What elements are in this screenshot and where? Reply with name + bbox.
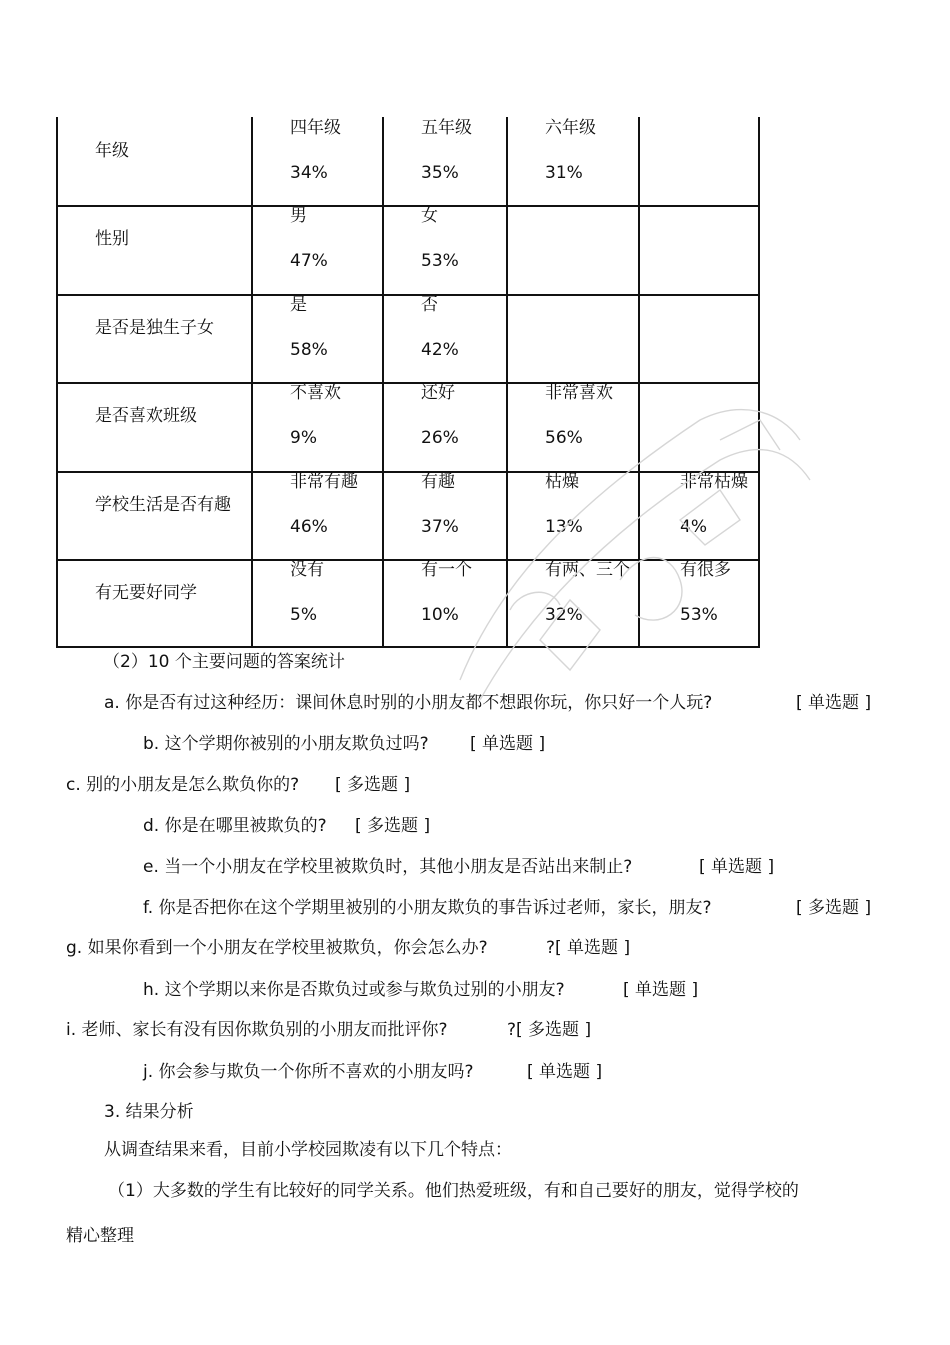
table-cell-option: 非常枯燥	[680, 472, 748, 492]
survey-results-table	[56, 117, 760, 648]
table-row-border	[56, 471, 760, 473]
section-2-title: （2）10 个主要问题的答案统计	[103, 652, 345, 672]
table-cell-percent: 53%	[680, 605, 718, 625]
question-e-type: [ 单选题 ]	[699, 857, 775, 877]
table-cell-percent: 47%	[290, 251, 328, 271]
question-b-type: [ 单选题 ]	[470, 734, 546, 754]
table-row-border	[56, 382, 760, 384]
table-cell-percent: 46%	[290, 517, 328, 537]
analysis-intro: 从调查结果来看，目前小学校园欺凌有以下几个特点：	[104, 1140, 512, 1160]
table-cell-percent: 5%	[290, 605, 317, 625]
question-j-type: [ 单选题 ]	[527, 1062, 603, 1082]
table-cell-option: 没有	[290, 560, 324, 580]
table-cell-option: 枯燥	[545, 472, 579, 492]
table-row-label: 是否喜欢班级	[95, 406, 197, 426]
table-cell-option: 非常有趣	[290, 472, 358, 492]
table-cell-percent: 4%	[680, 517, 707, 537]
section-3-title: 3. 结果分析	[104, 1102, 194, 1122]
question-g: g. 如果你看到一个小朋友在学校里被欺负，你会怎么办?	[66, 938, 488, 958]
table-cell-option: 有趣	[421, 472, 455, 492]
table-row-border	[56, 294, 760, 296]
table-cell-percent: 37%	[421, 517, 459, 537]
question-h: h. 这个学期以来你是否欺负过或参与欺负过别的小朋友?	[143, 980, 565, 1000]
table-cell-percent: 56%	[545, 428, 583, 448]
footer-text: 精心整理	[66, 1226, 134, 1246]
question-f-type: [ 多选题 ]	[796, 898, 872, 918]
question-c: c. 别的小朋友是怎么欺负你的?	[66, 775, 300, 795]
table-row-label: 年级	[95, 141, 129, 161]
table-cell-percent: 42%	[421, 340, 459, 360]
question-b: b. 这个学期你被别的小朋友欺负过吗?	[143, 734, 429, 754]
table-cell-percent: 32%	[545, 605, 583, 625]
question-a-type: [ 单选题 ]	[796, 693, 872, 713]
table-cell-option: 还好	[421, 383, 455, 403]
table-cell-percent: 31%	[545, 163, 583, 183]
question-e: e. 当一个小朋友在学校里被欺负时，其他小朋友是否站出来制止?	[143, 857, 633, 877]
table-row-border	[56, 559, 760, 561]
question-h-type: [ 单选题 ]	[623, 980, 699, 1000]
table-cell-percent: 35%	[421, 163, 459, 183]
table-cell-option: 五年级	[421, 118, 472, 138]
table-cell-option: 有很多	[680, 560, 731, 580]
table-cell-option: 有一个	[421, 560, 472, 580]
table-cell-percent: 58%	[290, 340, 328, 360]
table-cell-option: 女	[421, 206, 438, 226]
table-cell-option: 否	[421, 295, 438, 315]
table-cell-option: 有两、三个	[545, 560, 630, 580]
table-row-border	[56, 205, 760, 207]
table-row-label: 性别	[95, 229, 129, 249]
question-i-type: ?[ 多选题 ]	[507, 1020, 592, 1040]
table-cell-percent: 10%	[421, 605, 459, 625]
table-cell-option: 男	[290, 206, 307, 226]
question-d-type: [ 多选题 ]	[355, 816, 431, 836]
table-cell-option: 非常喜欢	[545, 383, 613, 403]
table-cell-option: 四年级	[290, 118, 341, 138]
table-cell-option: 六年级	[545, 118, 596, 138]
table-row-border	[56, 646, 760, 648]
question-f: f. 你是否把你在这个学期里被别的小朋友欺负的事告诉过老师，家长，朋友?	[143, 898, 712, 918]
question-g-type: ?[ 单选题 ]	[546, 938, 631, 958]
question-a: a. 你是否有过这种经历：课间休息时别的小朋友都不想跟你玩，你只好一个人玩?	[104, 693, 713, 713]
table-cell-option: 不喜欢	[290, 383, 341, 403]
table-cell-option: 是	[290, 295, 307, 315]
question-i: i. 老师、家长有没有因你欺负别的小朋友而批评你?	[66, 1020, 448, 1040]
question-d: d. 你是在哪里被欺负的?	[143, 816, 327, 836]
table-cell-percent: 9%	[290, 428, 317, 448]
analysis-point-1: （1）大多数的学生有比较好的同学关系。他们热爱班级，有和自己要好的朋友，觉得学校的	[108, 1181, 799, 1201]
table-cell-percent: 13%	[545, 517, 583, 537]
table-cell-percent: 34%	[290, 163, 328, 183]
question-c-type: [ 多选题 ]	[335, 775, 411, 795]
table-row-label: 学校生活是否有趣	[95, 495, 231, 515]
question-j: j. 你会参与欺负一个你所不喜欢的小朋友吗?	[143, 1062, 474, 1082]
table-row-label: 是否是独生子女	[95, 318, 214, 338]
table-cell-percent: 26%	[421, 428, 459, 448]
table-row-label: 有无要好同学	[95, 583, 197, 603]
table-cell-percent: 53%	[421, 251, 459, 271]
